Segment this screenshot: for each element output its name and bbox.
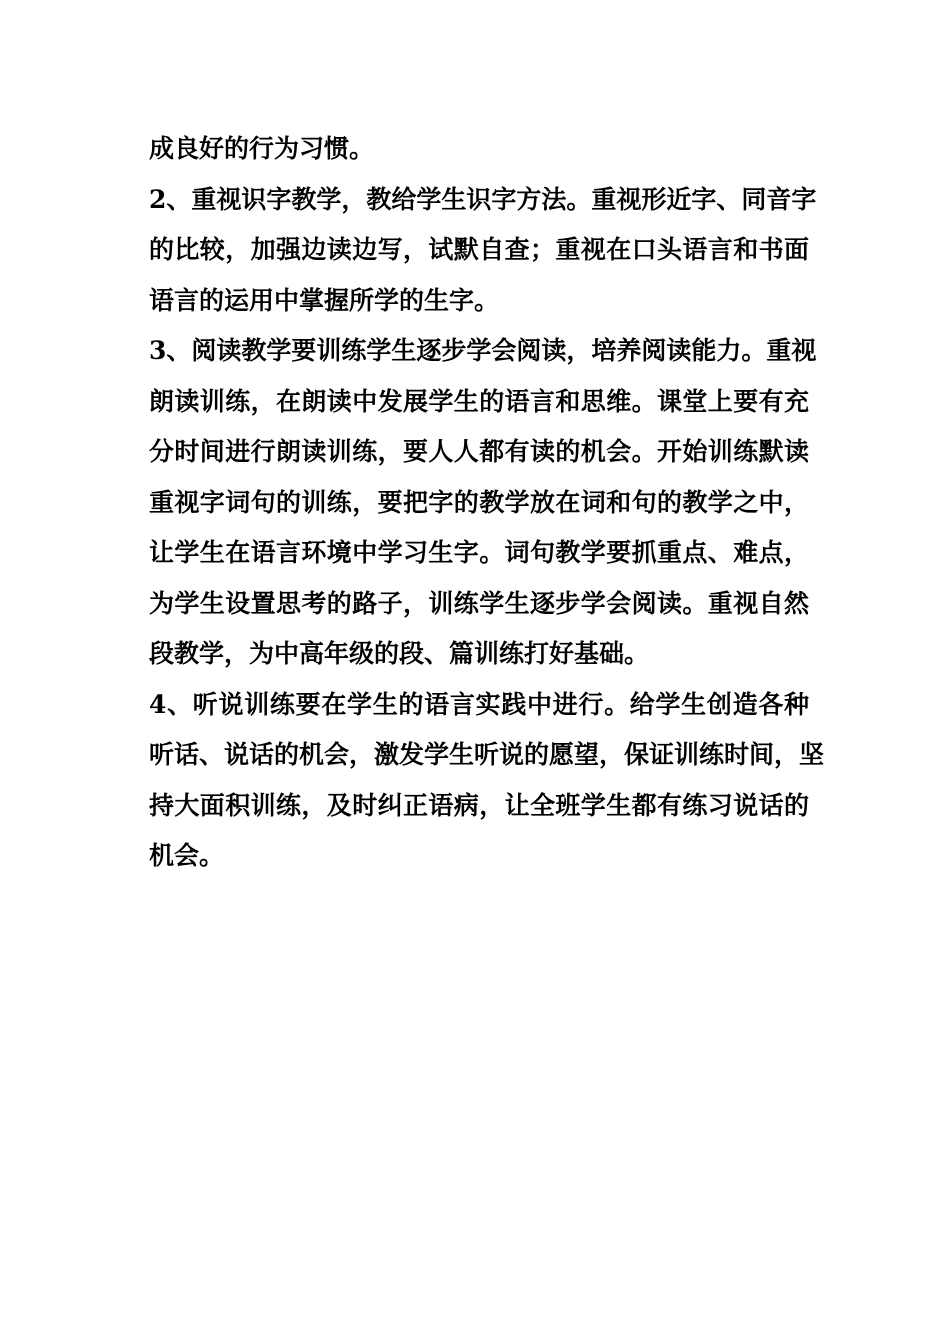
text-line: 段教学，为中高年级的段、篇训练打好基础。	[149, 639, 650, 668]
text-line: 语言的运用中掌握所学的生字。	[149, 285, 500, 315]
text-line: 为学生设置思考的路子，训练学生逐步学会阅读。重视自然	[149, 588, 809, 618]
text-line: 分时间进行朗读训练，要人人都有读的机会。开始训练默读	[149, 437, 809, 466]
text-line: 4、听说训练要在学生的语言实践中进行。给学生创造各种	[149, 689, 809, 719]
text-line: 的比较，加强边读边写，试默自查；重视在口头语言和书面	[149, 235, 809, 264]
text-line: 2、重视识字教学，教给学生识字方法。重视形近字、同音字	[149, 184, 817, 214]
body-text	[149, 124, 825, 882]
text-line: 朗读训练，在朗读中发展学生的语言和思维。课堂上要有充	[149, 386, 809, 416]
text-line: 成良好的行为习惯。	[149, 134, 375, 163]
text-line: 重视字词句的训练，要把字的教学放在词和句的教学之中，	[149, 487, 809, 517]
text-line: 让学生在语言环境中学习生字。词句教学要抓重点、难点，	[149, 538, 809, 567]
text-line: 机会。	[149, 841, 225, 870]
text-line: 听话、说话的机会，激发学生听说的愿望，保证训练时间，坚	[149, 740, 825, 769]
text-line: 3、阅读教学要训练学生逐步学会阅读，培养阅读能力。重视	[149, 336, 817, 365]
text-line: 持大面积训练，及时纠正语病，让全班学生都有练习说话的	[149, 790, 809, 820]
